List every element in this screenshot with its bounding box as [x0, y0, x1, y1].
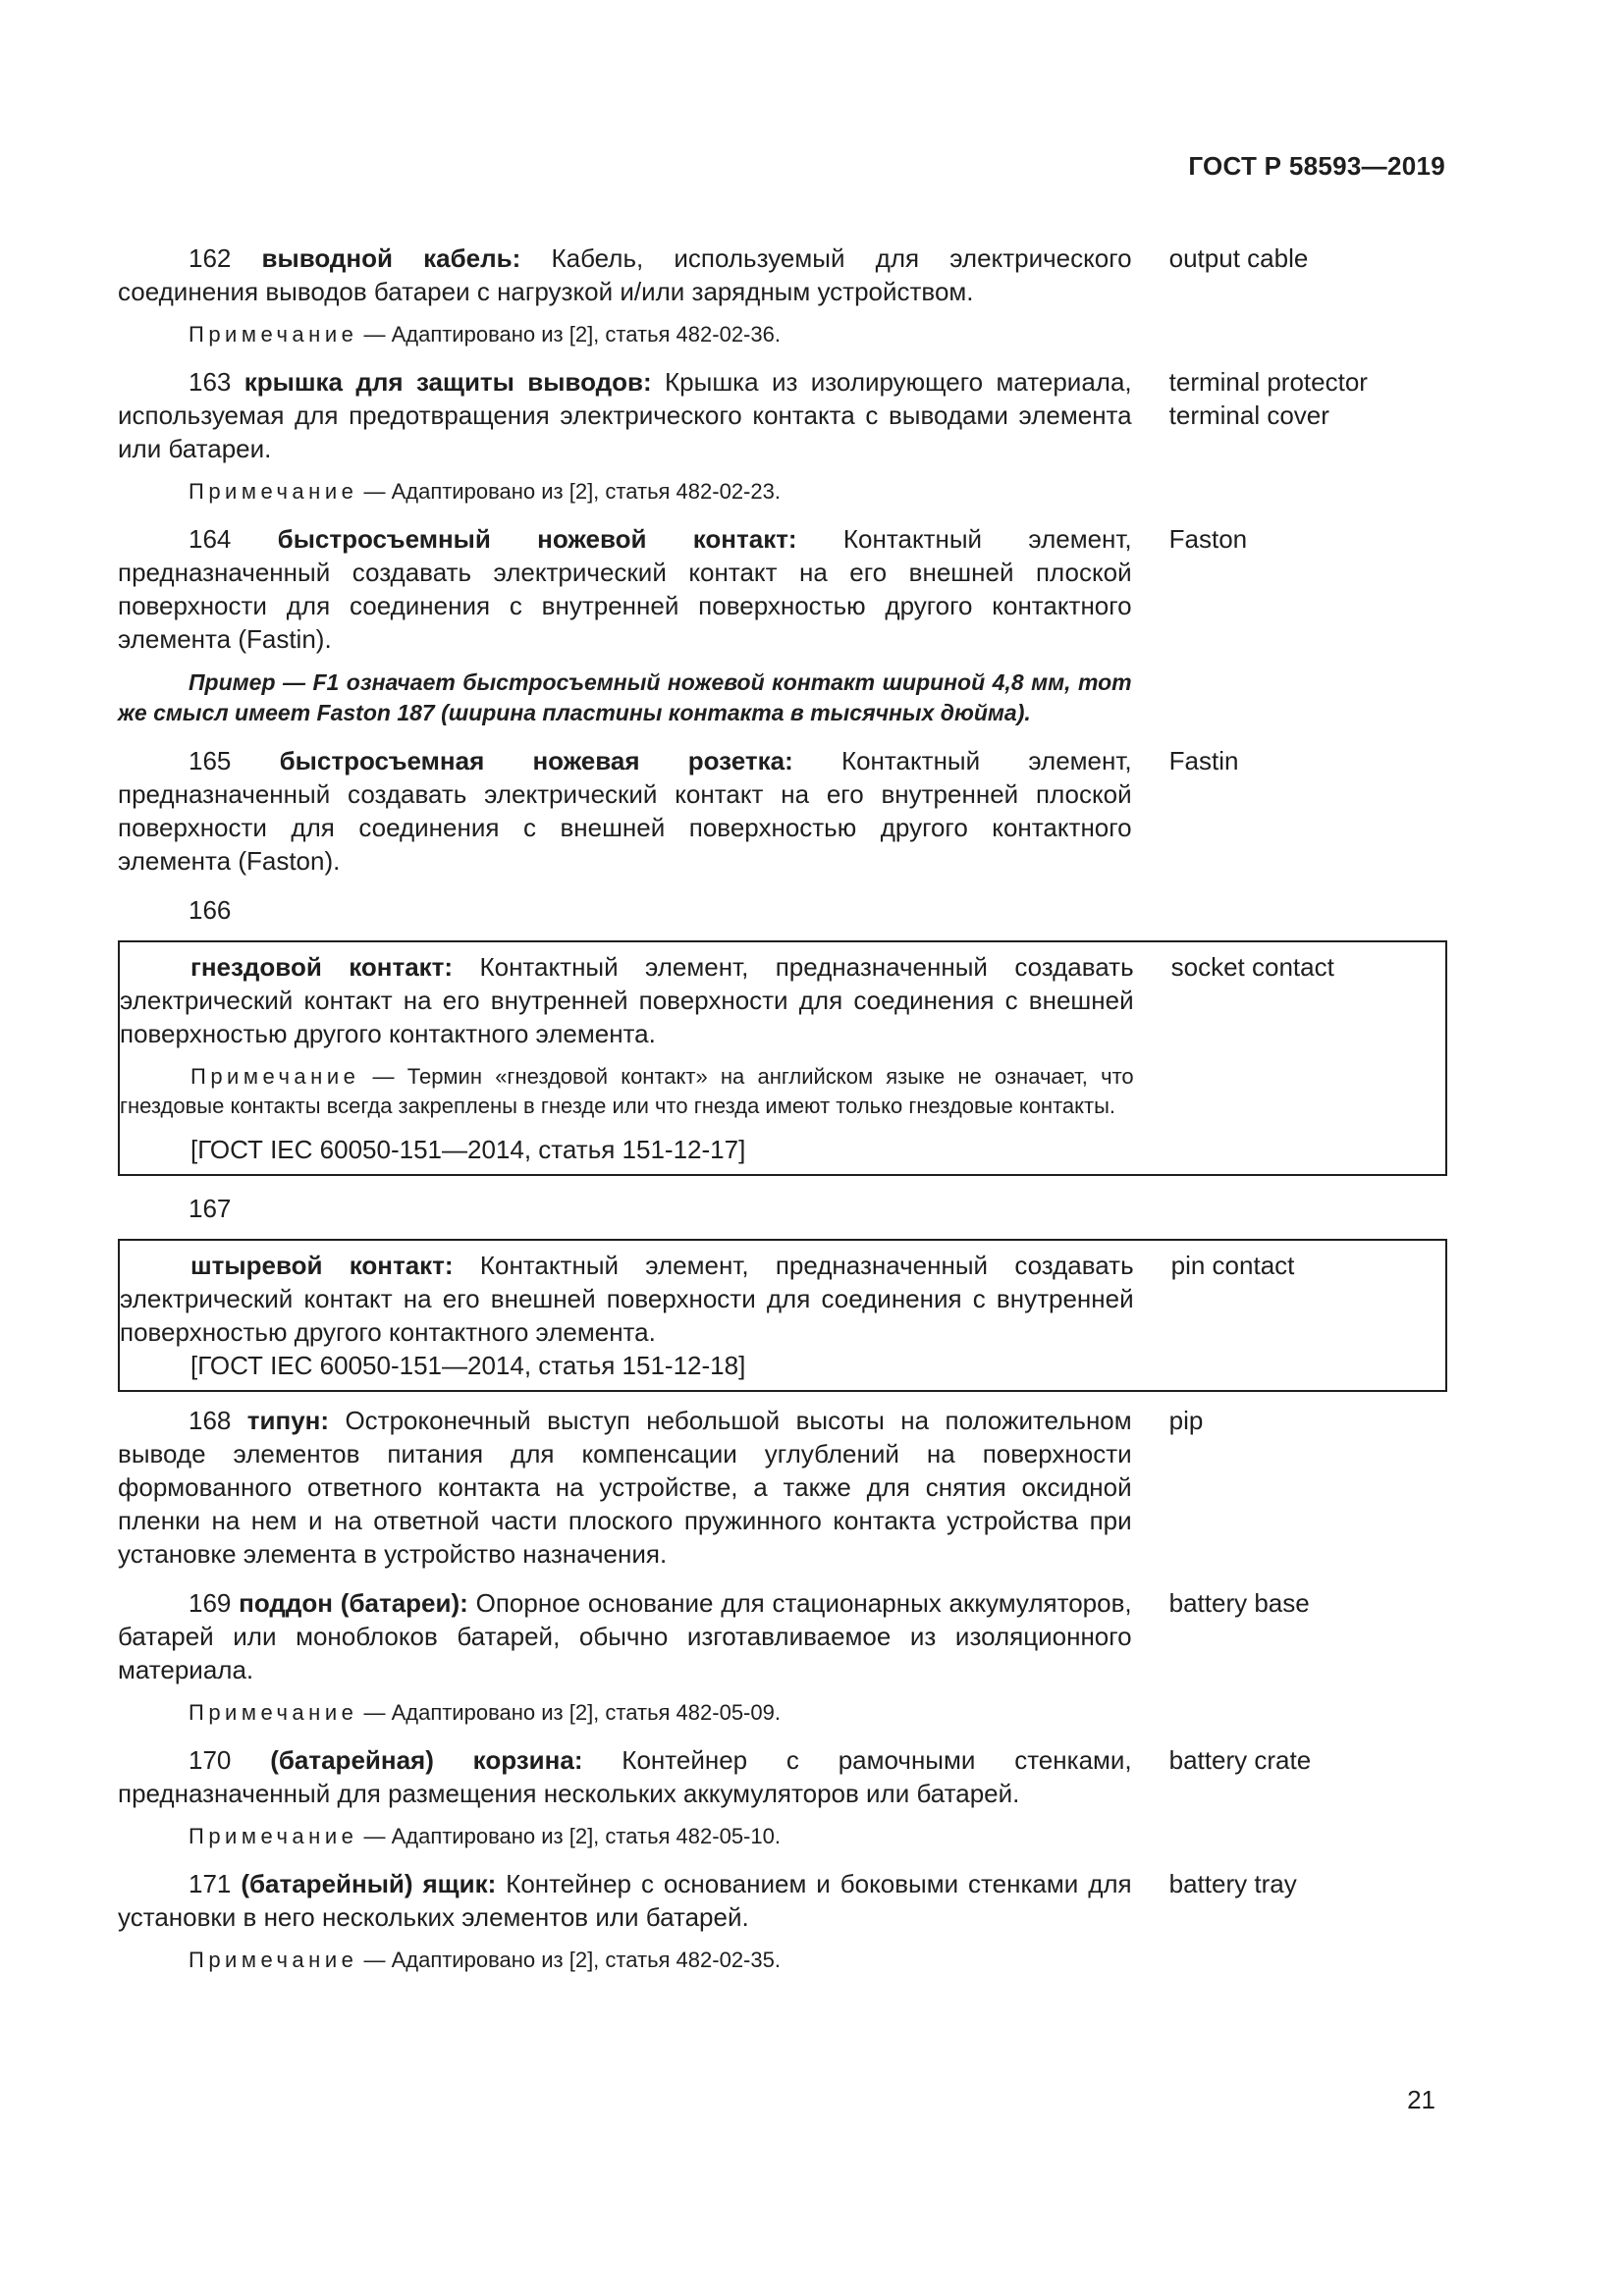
term-entry-171: [118, 1867, 1443, 1975]
definition-text: Контактный элемент, предназначенный создавать электрический контакт на его внешней плоской поверхности для соединения с внутренней поверхностью другого контактного элемента (Fastin).: [118, 524, 1132, 654]
note-text: — Адаптировано из [2], статья 482-05-10.: [357, 1824, 781, 1848]
definition: [120, 950, 1134, 1050]
english-term: pip: [1168, 1406, 1204, 1435]
definition: [118, 241, 1132, 308]
note-text: — Адаптировано из [2], статья 482-02-35.: [357, 1948, 781, 1972]
definition-text: Контейнер с рамочными стенками, предназначенный для размещения нескольких аккумуляторов или батарей.: [118, 1745, 1132, 1808]
english-term: battery crate: [1168, 1745, 1312, 1775]
term-number: 169: [189, 1588, 240, 1618]
note: [118, 477, 1132, 507]
term-entry-165: [118, 744, 1443, 878]
note-label: Примечание: [189, 1700, 358, 1725]
term-name: быстросъемная ножевая розетка:: [279, 746, 793, 775]
english-term: Fastin: [1168, 746, 1239, 775]
note-text: — Адаптировано из [2], статья 482-02-36.: [357, 322, 781, 347]
term-box-167: [118, 1239, 1447, 1392]
page-number: 21: [1407, 2085, 1435, 2114]
term-number: 165: [189, 746, 280, 775]
english-term: pin contact: [1170, 1251, 1295, 1280]
term-name: гнездовой контакт:: [190, 952, 454, 982]
english-term: Faston: [1168, 524, 1248, 554]
note: [118, 1946, 1132, 1975]
term-number: 166: [189, 895, 232, 925]
term-name: типун:: [246, 1406, 330, 1435]
note-label: Примечание: [189, 479, 358, 504]
term-entry-168: [118, 1404, 1443, 1571]
note-label: Примечание: [189, 1948, 358, 1972]
term-entry-163: [118, 365, 1443, 507]
definition: [118, 744, 1132, 878]
definition: [118, 1586, 1132, 1686]
term-name: поддон (батареи):: [239, 1588, 468, 1618]
terms-list: [118, 241, 1443, 1975]
english-term: terminal protector: [1168, 367, 1368, 397]
term-name: (батарейная) корзина:: [270, 1745, 583, 1775]
note: [118, 1822, 1132, 1851]
term-name: (батарейный) ящик:: [241, 1869, 497, 1898]
note-label: Примечание: [190, 1064, 360, 1089]
definition-text: Контактный элемент, предназначенный создавать электрический контакт на его внутренней плоской поверхности для соединения с внешней поверхностью другого контактного элемента (Faston).: [118, 746, 1132, 876]
source-reference: [ГОСТ IEC 60050-151—2014, статья 151-12-18]: [190, 1351, 746, 1380]
note-label: Примечание: [189, 322, 358, 347]
definition: [120, 1249, 1134, 1349]
definition: [118, 365, 1132, 465]
english-term: socket contact: [1170, 952, 1334, 982]
definition-text: Кабель, используемый для электрического соединения выводов батареи с нагрузкой и/или зарядным устройством.: [118, 243, 1132, 306]
note-text: — Адаптировано из [2], статья 482-02-23.: [357, 479, 781, 504]
example: Пример — F1 означает быстросъемный ножевой контакт шириной 4,8 мм, тот же смысл имеет Faston 187 (ширина пластины контакта в тысячных дюйма).: [118, 669, 1132, 725]
english-term: battery base: [1168, 1588, 1310, 1618]
note: [118, 1698, 1132, 1728]
definition-text: Контактный элемент, предназначенный создавать электрический контакт на его внешней поверхности для соединения с внутренней поверхностью другого контактного элемента.: [120, 1251, 1134, 1347]
term-number: 168: [189, 1406, 247, 1435]
term-name: быстросъемный ножевой контакт:: [277, 524, 797, 554]
definition-text: Крышка из изолирующего материала, используемая для предотвращения электрического контакта с выводами элемента или батареи.: [118, 367, 1132, 463]
term-entry-162: [118, 241, 1443, 349]
source-reference: [ГОСТ IEC 60050-151—2014, статья 151-12-17]: [190, 1135, 746, 1164]
term-number: 171: [189, 1869, 242, 1898]
term-number: 170: [189, 1745, 271, 1775]
definition: [118, 1743, 1132, 1810]
document-header: ГОСТ Р 58593—2019: [1188, 151, 1445, 181]
definition: [118, 1867, 1132, 1934]
term-number: 164: [189, 524, 278, 554]
term-name: выводной кабель:: [261, 243, 521, 273]
term-entry-169: [118, 1586, 1443, 1728]
note: [120, 1062, 1134, 1121]
note-text: — Адаптировано из [2], статья 482-05-09.: [357, 1700, 781, 1725]
term-number: 163: [189, 367, 244, 397]
note-label: Примечание: [189, 1824, 358, 1848]
term-number: 162: [189, 243, 262, 273]
definition: [118, 522, 1132, 656]
note-text: — Термин «гнездовой контакт» на английском языке не означает, что гнездовые контакты всегда закреплены в гнезде или что гнезда имеют только гнездовые контакты.: [120, 1064, 1134, 1118]
term-box-166: [118, 940, 1447, 1176]
english-term-alt: terminal cover: [1168, 400, 1329, 430]
term-entry-164: [118, 522, 1443, 728]
definition-text: Контейнер с основанием и боковыми стенками для установки в него нескольких элементов или батарей.: [118, 1869, 1132, 1932]
definition-text: Опорное основание для стационарных аккумуляторов, батарей или моноблоков батарей, обычно изготавливаемое из изоляционного материала.: [118, 1588, 1132, 1684]
definition-text: Контактный элемент, предназначенный создавать электрический контакт на его внутренней поверхности для соединения с внешней поверхностью другого контактного элемента.: [120, 952, 1134, 1048]
definition-text: Остроконечный выступ небольшой высоты на положительном выводе элементов питания для компенсации углублений на поверхности формованного ответного контакта на устройстве, а также для снятия оксидной пленки на нем и на ответной части плоского пружинного контакта устройства при установке элемента в устройство назначения.: [118, 1406, 1132, 1569]
term-name: штыревой контакт:: [190, 1251, 454, 1280]
term-name: крышка для защиты выводов:: [244, 367, 652, 397]
definition: [118, 1404, 1132, 1571]
note: [118, 320, 1132, 349]
term-entry-170: [118, 1743, 1443, 1851]
term-number: 167: [189, 1194, 232, 1223]
english-term: battery tray: [1168, 1869, 1297, 1898]
english-term: output cable: [1168, 243, 1309, 273]
